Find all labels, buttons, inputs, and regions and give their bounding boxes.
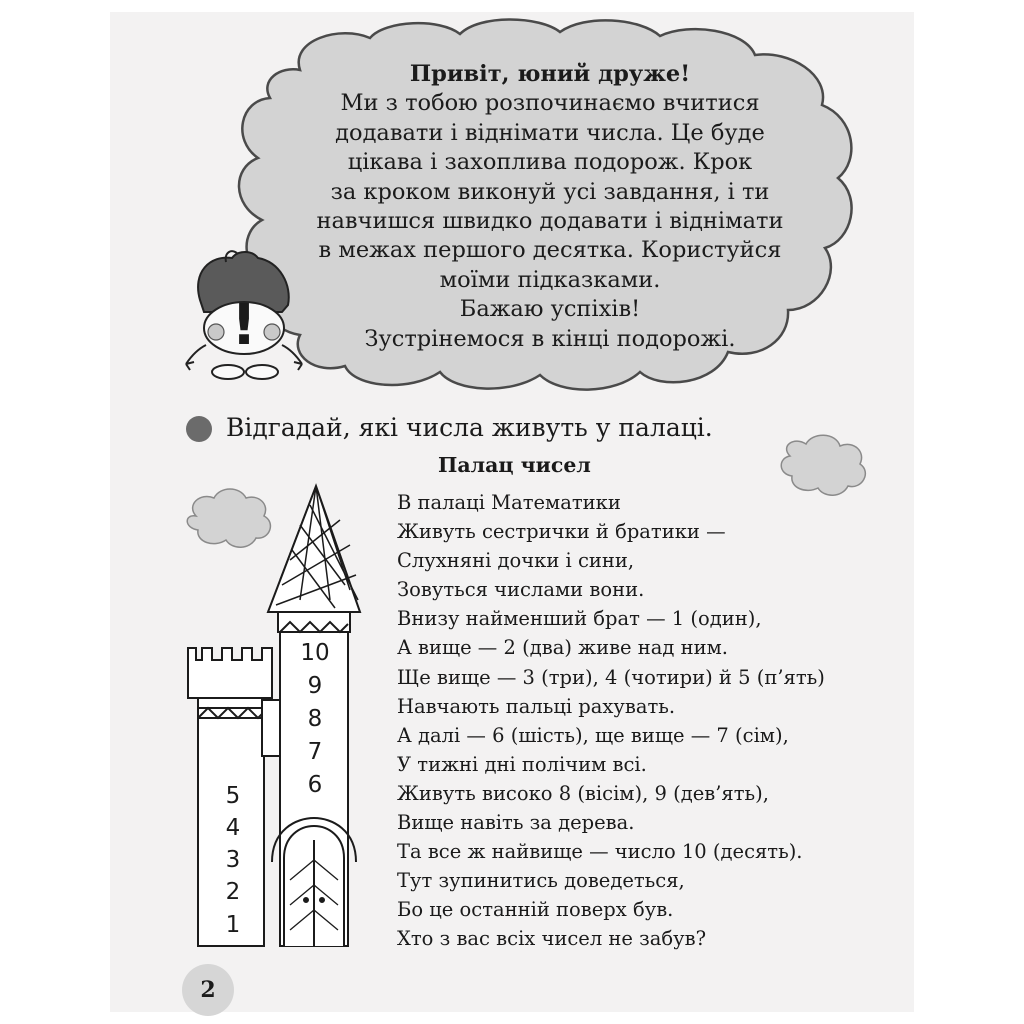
greeting-line: за кроком виконуй усі завдання, і ти: [330, 178, 770, 205]
greeting-line: в межах першого десятка. Користуйся: [318, 237, 782, 264]
poem-text: [397, 488, 825, 954]
greeting-line: моїми підказками.: [439, 266, 661, 293]
castle-number: 1: [225, 912, 241, 938]
castle-number: 7: [307, 739, 323, 765]
poem-line: Слухняні дочки і сини,: [397, 549, 635, 573]
page-number: [182, 964, 234, 1016]
poem-line: Та все ж найвище — число 10 (десять).: [397, 840, 803, 864]
poem-line: Зовуться числами вони.: [397, 578, 645, 602]
greeting-line: цікава і захоплива подорож. Крок: [347, 149, 753, 176]
poem-line: Хто з вас всіх чисел не забув?: [397, 927, 707, 951]
poem-line: Живуть сестрички й братики —: [397, 520, 726, 544]
mascot-exclamation: !: [231, 293, 257, 358]
castle-number: 8: [307, 706, 323, 732]
castle-number: 6: [307, 772, 323, 798]
poem-line: Живуть високо 8 (вісім), 9 (дев’ять),: [397, 781, 769, 805]
page-number-text: 2: [200, 977, 216, 1003]
castle-number: 2: [225, 879, 241, 905]
castle-number: 3: [225, 847, 241, 873]
greeting-line: Ми з тобою розпочинаємо вчитися: [340, 90, 760, 117]
task-text: Відгадай, які числа живуть у палаці.: [226, 412, 713, 442]
castle-drawing: [188, 486, 360, 946]
castle-number: 9: [307, 673, 323, 699]
castle-number: 4: [225, 815, 241, 841]
poem-line: Тут зупинитись доведеться,: [397, 869, 685, 893]
poem-line: А вище — 2 (два) живе над ним.: [397, 636, 728, 660]
poem-title: Палац чисел: [438, 453, 591, 477]
task-instruction: [186, 412, 713, 442]
poem-line: В палаці Математики: [397, 491, 621, 514]
poem-line: Навчають пальці рахувать.: [397, 694, 676, 718]
greeting-title: Привіт, юний друже!: [409, 61, 691, 87]
greeting-text: [280, 60, 820, 354]
bullet-dot-icon: [186, 416, 212, 442]
poem-line: Внизу найменший брат — 1 (один),: [397, 607, 762, 631]
poem-line: Ще вище — 3 (три), 4 (чотири) й 5 (п’ять): [397, 665, 825, 689]
small-cloud-right: [781, 435, 865, 495]
poem-line: Вище навіть за дерева.: [397, 811, 635, 835]
small-cloud-left: [187, 489, 270, 547]
poem-line: У тижні дні полічим всі.: [397, 752, 647, 776]
poem-line: А далі — 6 (шість), ще вище — 7 (сім),: [397, 723, 789, 747]
greeting-line: додавати і віднімати числа. Це буде: [335, 119, 765, 146]
castle-numbers-left: [226, 783, 241, 938]
castle-number: 5: [225, 783, 241, 809]
greeting-line: навчишся швидко додавати і віднімати: [316, 208, 784, 235]
greeting-line: Бажаю успіхів!: [459, 296, 641, 323]
poem-line: Бо це останній поверх був.: [397, 898, 674, 922]
castle-number: 10: [300, 640, 330, 666]
greeting-line: Зустрінемося в кінці подорожі.: [364, 325, 736, 352]
